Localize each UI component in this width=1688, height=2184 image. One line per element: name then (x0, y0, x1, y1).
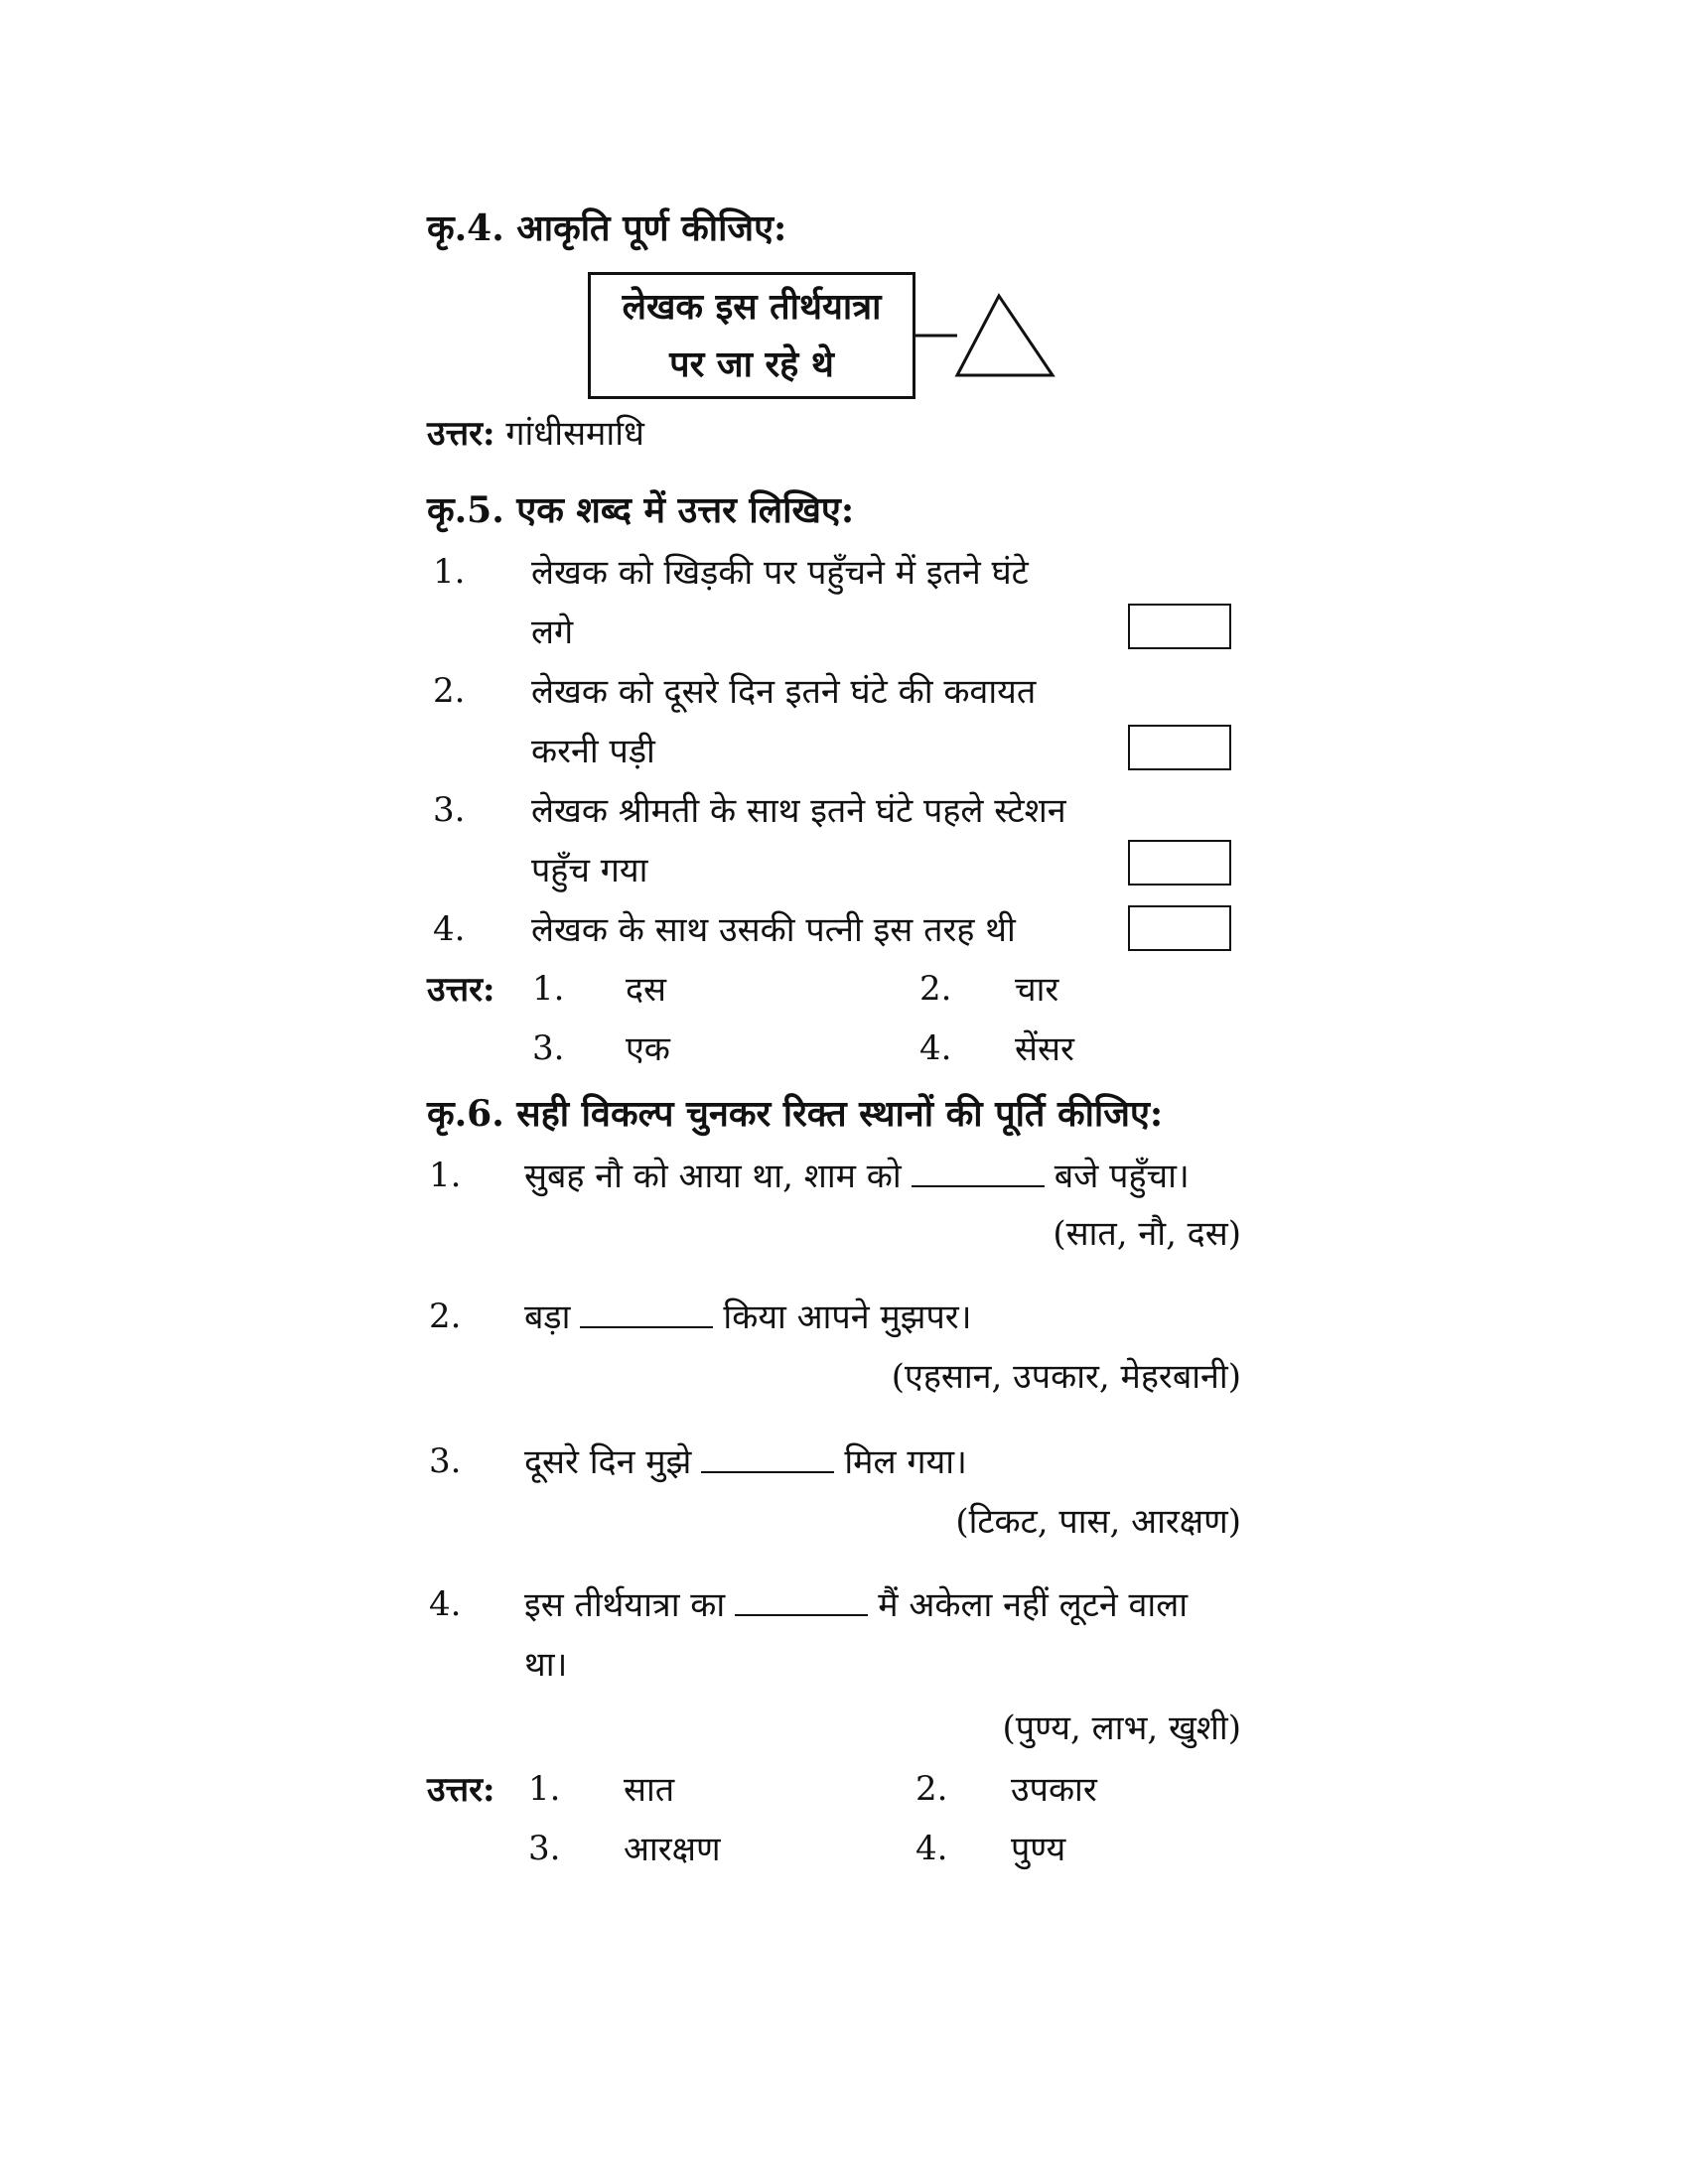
q6-answer-text: उपकार (1011, 1770, 1097, 1810)
q6-fill-blank (701, 1441, 834, 1473)
q5-item-number: 1. (433, 552, 466, 592)
q6-item-after: मैं अकेला नहीं लूटने वाला (878, 1585, 1189, 1625)
q6-answer-text: आरक्षण (624, 1830, 721, 1869)
q6-item-number: 4. (429, 1584, 462, 1624)
q6-fill-blank (912, 1156, 1045, 1187)
q5-answer-box (1128, 604, 1231, 649)
q6-heading: कृ.6. सही विकल्प चुनकर रिक्त स्थानों की पूर्ति कीजिए: (427, 1093, 1164, 1135)
q6-item-after: मिल गया। (844, 1442, 967, 1482)
q5-item-number: 4. (433, 909, 466, 949)
q5-item-text: लेखक को खिड़की पर पहुँचने में इतने घंटे (531, 553, 1029, 593)
q6-answer-text: पुण्य (1011, 1830, 1066, 1869)
q6-item-number: 3. (429, 1441, 462, 1481)
q5-answer-box (1128, 840, 1231, 886)
q6-item-after: किया आपने मुझपर। (723, 1297, 972, 1337)
q5-item-text: लेखक के साथ उसकी पत्नी इस तरह थी (531, 910, 1016, 950)
q6-options: (पुण्य, लाभ, खुशी) (1002, 1708, 1241, 1748)
q6-item-after: बजे पहुँचा। (1054, 1157, 1190, 1196)
q6-answer-text: सात (624, 1770, 675, 1810)
empty-triangle (957, 296, 1053, 375)
q6-fill-blank (735, 1584, 868, 1616)
q4-connector-triangle (914, 288, 1062, 383)
q4-box-line1: लेखक इस तीर्थयात्रा (622, 286, 882, 328)
q6-item-before: दूसरे दिन मुझे (524, 1442, 692, 1482)
q5-heading: कृ.5. एक शब्द में उत्तर लिखिए: (427, 489, 855, 531)
q6-options: (सात, नौ, दस) (1053, 1214, 1241, 1254)
q5-answer-number: 1. (532, 969, 565, 1009)
q6-item-number: 2. (429, 1297, 462, 1336)
q4-heading: कृ.4. आकृति पूर्ण कीजिए: (427, 207, 787, 249)
q5-answer-number: 4. (919, 1028, 952, 1068)
q5-item-text: लेखक श्रीमती के साथ इतने घंटे पहले स्टेशन (531, 791, 1066, 831)
q6-item-sentence (524, 1437, 967, 1483)
q5-answer-box (1128, 905, 1231, 951)
q5-answer-text: सेंसर (1015, 1029, 1074, 1069)
q5-item-number: 3. (433, 790, 466, 830)
q6-options: (टिकट, पास, आरक्षण) (955, 1502, 1241, 1542)
q6-answer-number: 2. (915, 1769, 948, 1809)
q6-item-before: सुबह नौ को आया था, शाम को (524, 1157, 902, 1196)
q5-answer-label: उत्तर: (427, 970, 495, 1010)
q6-answer-number: 3. (528, 1829, 561, 1868)
q6-item-before: इस तीर्थयात्रा का (524, 1585, 726, 1625)
q6-answer-number: 1. (528, 1769, 561, 1809)
q5-item-text: लेखक को दूसरे दिन इतने घंटे की कवायत (531, 672, 1037, 712)
q6-item-sentence-cont: था। (524, 1645, 568, 1685)
q5-answer-number: 3. (532, 1028, 565, 1068)
q6-item-before: बड़ा (524, 1297, 571, 1337)
q6-options: (एहसान, उपकार, मेहरबानी) (891, 1357, 1241, 1397)
q5-answer-number: 2. (919, 969, 952, 1009)
q5-answer-box (1128, 725, 1231, 770)
q5-item-text-cont: करनी पड़ी (531, 732, 655, 771)
q4-answer-label: उत्तर: (427, 414, 495, 454)
q6-fill-blank (580, 1297, 713, 1328)
q5-item-text-cont: पहुँच गया (531, 851, 648, 890)
q6-answer-number: 4. (915, 1829, 948, 1868)
q4-figure-box (588, 272, 915, 399)
q4-box-line2: पर जा रहे थे (669, 343, 834, 385)
q4-answer-text: गांधीसमाधि (505, 414, 644, 454)
q5-answer-text: दस (626, 970, 667, 1010)
q6-item-sentence (524, 1293, 972, 1338)
q5-answer-text: एक (626, 1029, 670, 1069)
q6-item-number: 1. (429, 1156, 462, 1195)
q5-answer-text: चार (1015, 970, 1059, 1010)
q4-answer (427, 409, 644, 455)
q5-item-text-cont: लगे (531, 613, 574, 652)
q5-item-number: 2. (433, 671, 466, 711)
q6-item-sentence (524, 1152, 1190, 1197)
q6-answer-label: उत्तर: (427, 1770, 495, 1810)
q6-item-sentence (524, 1580, 1188, 1626)
